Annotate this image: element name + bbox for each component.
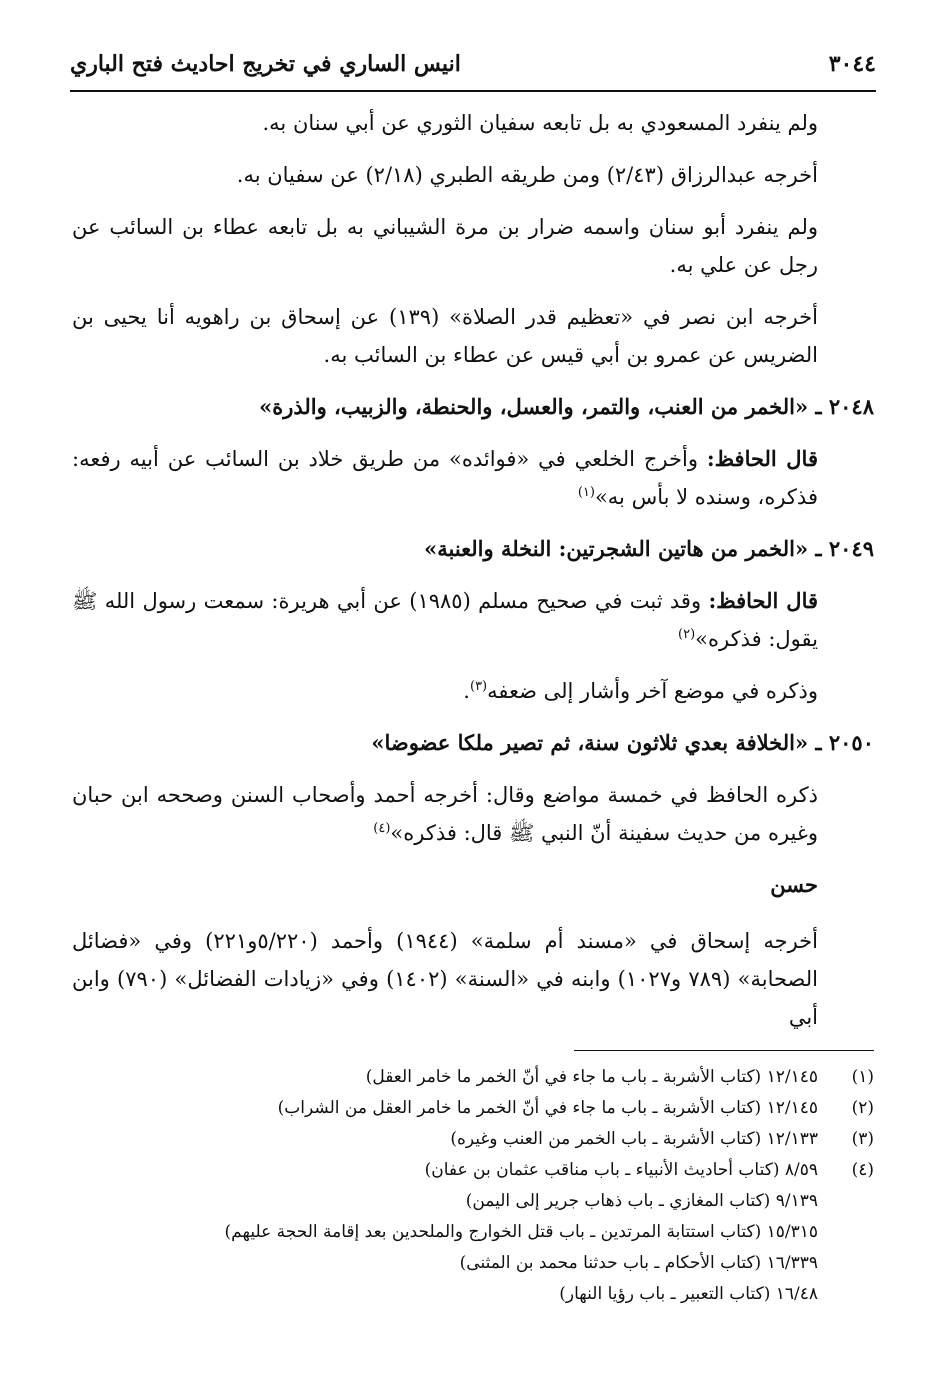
footnote-number: (٣) bbox=[851, 1129, 874, 1149]
footnote-number: (١) bbox=[851, 1067, 874, 1087]
footnote-number bbox=[818, 1248, 874, 1279]
footnote bbox=[72, 1217, 874, 1248]
footnotes bbox=[72, 1062, 874, 1310]
paragraph: أخرجه ابن نصر في «تعظيم قدر الصلاة» (١٣٩) عن إسحاق بن راهويه أنا يحيى بن الضريس عن عمرو بن أبي قيس عن عطاء بن السائب به. bbox=[72, 305, 818, 367]
paragraph-text: وذكره في موضع آخر وأشار إلى ضعفه bbox=[487, 679, 818, 703]
footnote-number bbox=[818, 1279, 874, 1310]
running-header bbox=[70, 40, 876, 88]
paragraph-text: وأخرج الخلعي في «فوائده» من طريق خلاد بن السائب عن أبيه رفعه: فذكره، وسنده لا بأس به» bbox=[72, 447, 818, 509]
paragraph: أخرجه إسحاق في «مسند أم سلمة» (١٩٤٤) وأحمد (٥/٢٢٠و٢٢١) وفي «فضائل الصحابة» (٧٨٩ و١٠٢٧) وابنه في «السنة» (١٤٠٢) وفي «زيادات الفضائل» (٧٩٠) وابن أبي bbox=[72, 929, 819, 1029]
hadith-heading-2050: ٢٠٥٠ ـ «الخلافة بعدي ثلاثون سنة، ثم تصير ملكا عضوضا» bbox=[371, 730, 874, 755]
paragraph bbox=[72, 440, 874, 516]
footnote-number: (٤) bbox=[851, 1160, 874, 1180]
footnote-ref: (٣) bbox=[469, 679, 488, 694]
paragraph-text: ذكره الحافظ في خمسة مواضع وقال: أخرجه أحمد وأصحاب السنن وصححه ابن حبان وغيره من حديث سفينة أنّ النبي ﷺ قال: فذكره» bbox=[72, 783, 818, 845]
speaker-label: قال الحافظ: bbox=[708, 588, 818, 613]
footnote bbox=[72, 1155, 874, 1186]
paragraph bbox=[72, 776, 874, 852]
paragraph: ولم ينفرد أبو سنان واسمه ضرار بن مرة الشيباني به بل تابعه عطاء بن السائب عن رجل عن علي به. bbox=[72, 215, 818, 277]
footnote bbox=[72, 1093, 874, 1124]
footnote bbox=[72, 1279, 874, 1310]
footnote bbox=[72, 1248, 874, 1279]
footnote-number bbox=[818, 1186, 874, 1217]
footnote-ref: (١) bbox=[577, 485, 595, 500]
page-number: ٣٠٤٤ bbox=[828, 51, 876, 77]
footnote-ref: (٤) bbox=[373, 821, 391, 836]
book-title: انيس الساري في تخريج احاديث فتح الباري bbox=[70, 51, 461, 77]
footnote-text: ١٦/٣٣٩ (كتاب الأحكام ـ باب حدثنا محمد بن المثنى) bbox=[459, 1253, 818, 1273]
header-divider bbox=[70, 90, 876, 92]
footnote bbox=[72, 1062, 874, 1093]
footnote-text: ١٦/٤٨ (كتاب التعبير ـ باب رؤيا النهار) bbox=[559, 1284, 818, 1304]
footnote bbox=[72, 1186, 874, 1217]
hadith-heading-2048: ٢٠٤٨ ـ «الخمر من العنب، والتمر، والعسل، والحنطة، والزبيب، والذرة» bbox=[259, 394, 874, 419]
hadith-grade: حسن bbox=[770, 872, 818, 897]
footnote-text: ٨/٥٩ (كتاب أحاديث الأنبياء ـ باب مناقب عثمان بن عفان) bbox=[424, 1160, 818, 1180]
footnote-divider bbox=[574, 1050, 874, 1051]
footnote-number: (٢) bbox=[851, 1098, 874, 1118]
footnote-number bbox=[818, 1217, 874, 1248]
paragraph bbox=[72, 582, 874, 658]
paragraph-end: . bbox=[463, 679, 470, 703]
main-text bbox=[72, 104, 874, 1050]
footnote bbox=[72, 1124, 874, 1155]
footnote-ref: (٢) bbox=[678, 627, 696, 642]
paragraph: أخرجه عبدالرزاق (٢/٤٣) ومن طريقه الطبري (٢/١٨) عن سفيان به. bbox=[236, 163, 818, 187]
speaker-label: قال الحافظ: bbox=[706, 446, 818, 471]
footnote-text: ١٢/١٤٥ (كتاب الأشربة ـ باب ما جاء في أنّ الخمر ما خامر العقل) bbox=[365, 1067, 818, 1087]
paragraph: ولم ينفرد المسعودي به بل تابعه سفيان الثوري عن أبي سنان به. bbox=[262, 111, 818, 135]
paragraph bbox=[72, 672, 874, 710]
footnote-text: ٩/١٣٩ (كتاب المغازي ـ باب ذهاب جرير إلى اليمن) bbox=[465, 1191, 818, 1211]
footnote-text: ١٥/٣١٥ (كتاب استتابة المرتدين ـ باب قتل الخوارج والملحدين بعد إقامة الحجة عليهم) bbox=[224, 1222, 818, 1242]
footnote-text: ١٢/١٣٣ (كتاب الأشربة ـ باب الخمر من العنب وغيره) bbox=[450, 1129, 818, 1149]
footnote-text: ١٢/١٤٥ (كتاب الأشربة ـ باب ما جاء في أنّ الخمر ما خامر العقل من الشراب) bbox=[277, 1098, 818, 1118]
paragraph-text: وقد ثبت في صحيح مسلم (١٩٨٥) عن أبي هريرة: سمعت رسول الله ﷺ يقول: فذكره» bbox=[72, 589, 818, 651]
hadith-heading-2049: ٢٠٤٩ ـ «الخمر من هاتين الشجرتين: النخلة والعنبة» bbox=[424, 536, 874, 561]
